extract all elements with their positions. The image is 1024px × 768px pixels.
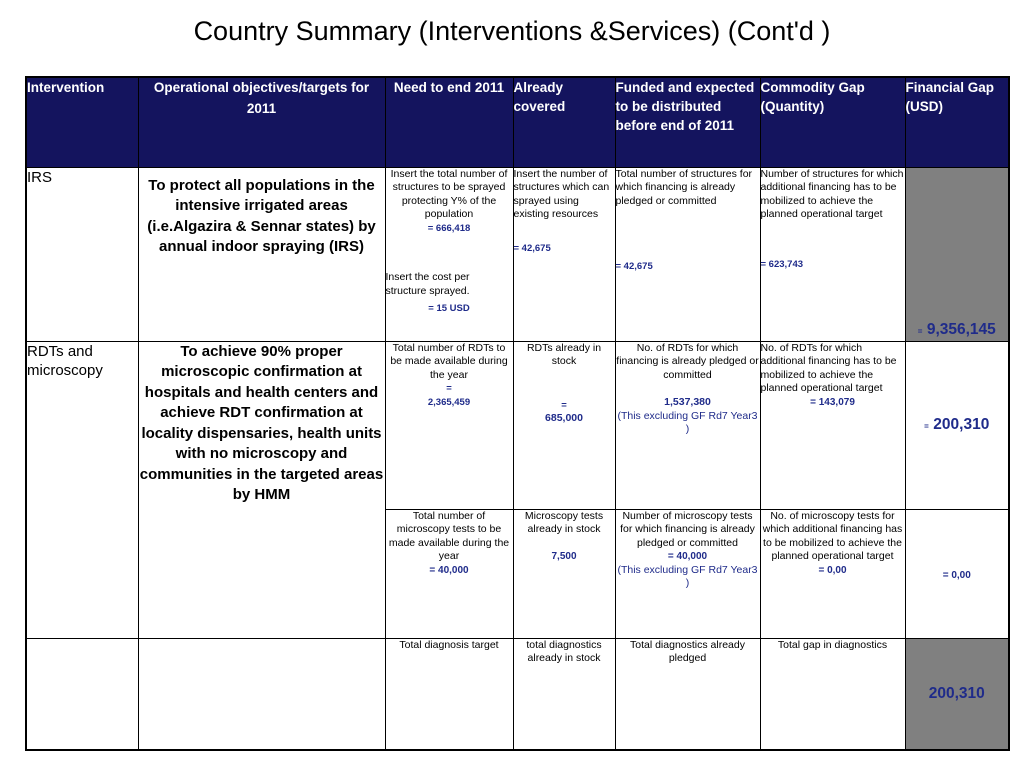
micro-covered-text: Microscopy tests already in stock [524, 509, 604, 536]
micro-gap-text: No. of microscopy tests for which additional financing has to be mobilized to achieve the planned operational target [762, 509, 903, 563]
header-objectives [138, 77, 385, 167]
micro-need-text: Total number of microscopy tests to be made available during the year [388, 509, 510, 563]
irs-need-cost-text: Insert the cost per structure sprayed. [385, 271, 470, 298]
micro-financial-gap-cell [905, 509, 1009, 638]
micro-funded-text: Number of microscopy tests for which financing is already pledged or committed [620, 509, 755, 549]
totals-financial-gap-cell [905, 638, 1009, 750]
irs-intervention: IRS [26, 167, 138, 341]
rdt-objective: To achieve 90% proper microscopic confirmation at hospitals and health centers and achieve RDT confirmation at locality dispensaries, health units with no microscopy and communities in the targeted areas by HMM [138, 341, 385, 638]
micro-funded-value: = 40,000 [667, 551, 708, 563]
rdt-funded-text: No. of RDTs for which financing is already pledged or committed [616, 341, 759, 381]
irs-funded-value: = 42,675 [615, 261, 653, 273]
rdt-funded-value: 1,537,380 [664, 396, 711, 409]
micro-gap-cell [760, 509, 905, 638]
irs-covered-text: Insert the number of structures which can sprayed using existing resources [513, 167, 610, 221]
irs-fin-value: 9,356,145 [926, 320, 996, 338]
header-intervention: Intervention [26, 77, 138, 167]
summary-table [25, 76, 1010, 751]
irs-gap-value: = 623,743 [760, 258, 804, 270]
totals-need-text: Total diagnosis target [385, 638, 513, 750]
irs-need-text: Insert the total number of structures to be sprayed protecting Y% of the population [390, 167, 508, 221]
irs-fin-eq: = [917, 326, 923, 336]
micro-need-cell [385, 509, 513, 638]
header-objectives-line1: Operational objectives/targets for [153, 80, 370, 95]
table-row-totals [26, 638, 1009, 750]
rdt-need-eq: = [446, 383, 452, 395]
micro-covered-value: 7,500 [551, 550, 577, 562]
rdt-need-value: 2,365,459 [427, 396, 471, 408]
micro-funded-note: (This excluding GF Rd7 Year3 ) [617, 563, 758, 590]
totals-gap-text: Total gap in diagnostics [760, 638, 905, 750]
header-row [26, 77, 1009, 167]
irs-funded-cell [615, 167, 760, 341]
header-need: Need to end 2011 [385, 77, 513, 167]
irs-need-value: = 666,418 [427, 222, 471, 234]
header-covered: Already covered [513, 77, 615, 167]
rdt-funded-cell [615, 341, 760, 509]
micro-covered-cell [513, 509, 615, 638]
rdt-gap-cell [760, 341, 905, 509]
irs-need-cost-value: = 15 USD [428, 302, 470, 314]
rdt-fin-eq: = [924, 422, 929, 431]
header-financial-gap: Financial Gap (USD) [905, 77, 1009, 167]
rdt-covered-text: RDTs already in stock [526, 341, 602, 368]
table-row-rdt [26, 341, 1009, 509]
micro-gap-value: = 0,00 [818, 564, 847, 576]
rdt-funded-note: (This excluding GF Rd7 Year3 ) [617, 409, 758, 436]
irs-gap-text: Number of structures for which additional financing has to be mobilized to achieve the planned operational target [760, 167, 904, 221]
irs-financial-gap-cell [905, 167, 1009, 341]
rdt-gap-text: No. of RDTs for which additional financing has to be mobilized to achieve the planned operational target [760, 341, 897, 395]
rdt-gap-value: = 143,079 [810, 396, 855, 408]
totals-fin-value: 200,310 [928, 684, 985, 702]
totals-funded-text: Total diagnostics already pledged [615, 638, 760, 750]
rdt-covered-cell [513, 341, 615, 509]
irs-covered-cell [513, 167, 615, 341]
totals-intervention-empty [26, 638, 138, 750]
totals-covered-text: total diagnostics already in stock [513, 638, 615, 750]
header-funded: Funded and expected to be distributed before end of 2011 [615, 77, 760, 167]
rdt-need-text: Total number of RDTs to be made available during the year [390, 341, 508, 381]
rdt-covered-eq: = [561, 399, 567, 411]
irs-need-cell [385, 167, 513, 341]
page-title: Country Summary (Interventions &Services) (Cont'd ) [193, 16, 831, 46]
header-commodity-gap: Commodity Gap (Quantity) [760, 77, 905, 167]
micro-fin-value: = 0,00 [942, 569, 971, 581]
micro-need-value: = 40,000 [429, 564, 469, 576]
rdt-financial-gap-cell [905, 341, 1009, 509]
irs-objective: To protect all populations in the intensive irrigated areas (i.e.Algazira & Sennar states) by annual indoor spraying (IRS) [138, 167, 385, 341]
header-objectives-line2: 2011 [246, 101, 277, 116]
rdt-intervention: RDTs and microscopy [26, 341, 138, 638]
irs-funded-text: Total number of structures for which financing is already pledged or committed [615, 167, 753, 207]
rdt-fin-value: 200,310 [933, 416, 990, 433]
irs-covered-value: = 42,675 [513, 242, 551, 254]
rdt-need-cell [385, 341, 513, 509]
rdt-covered-value: 685,000 [545, 412, 583, 425]
totals-objective-empty [138, 638, 385, 750]
irs-gap-cell [760, 167, 905, 341]
micro-funded-cell [615, 509, 760, 638]
table-row-irs [26, 167, 1009, 341]
